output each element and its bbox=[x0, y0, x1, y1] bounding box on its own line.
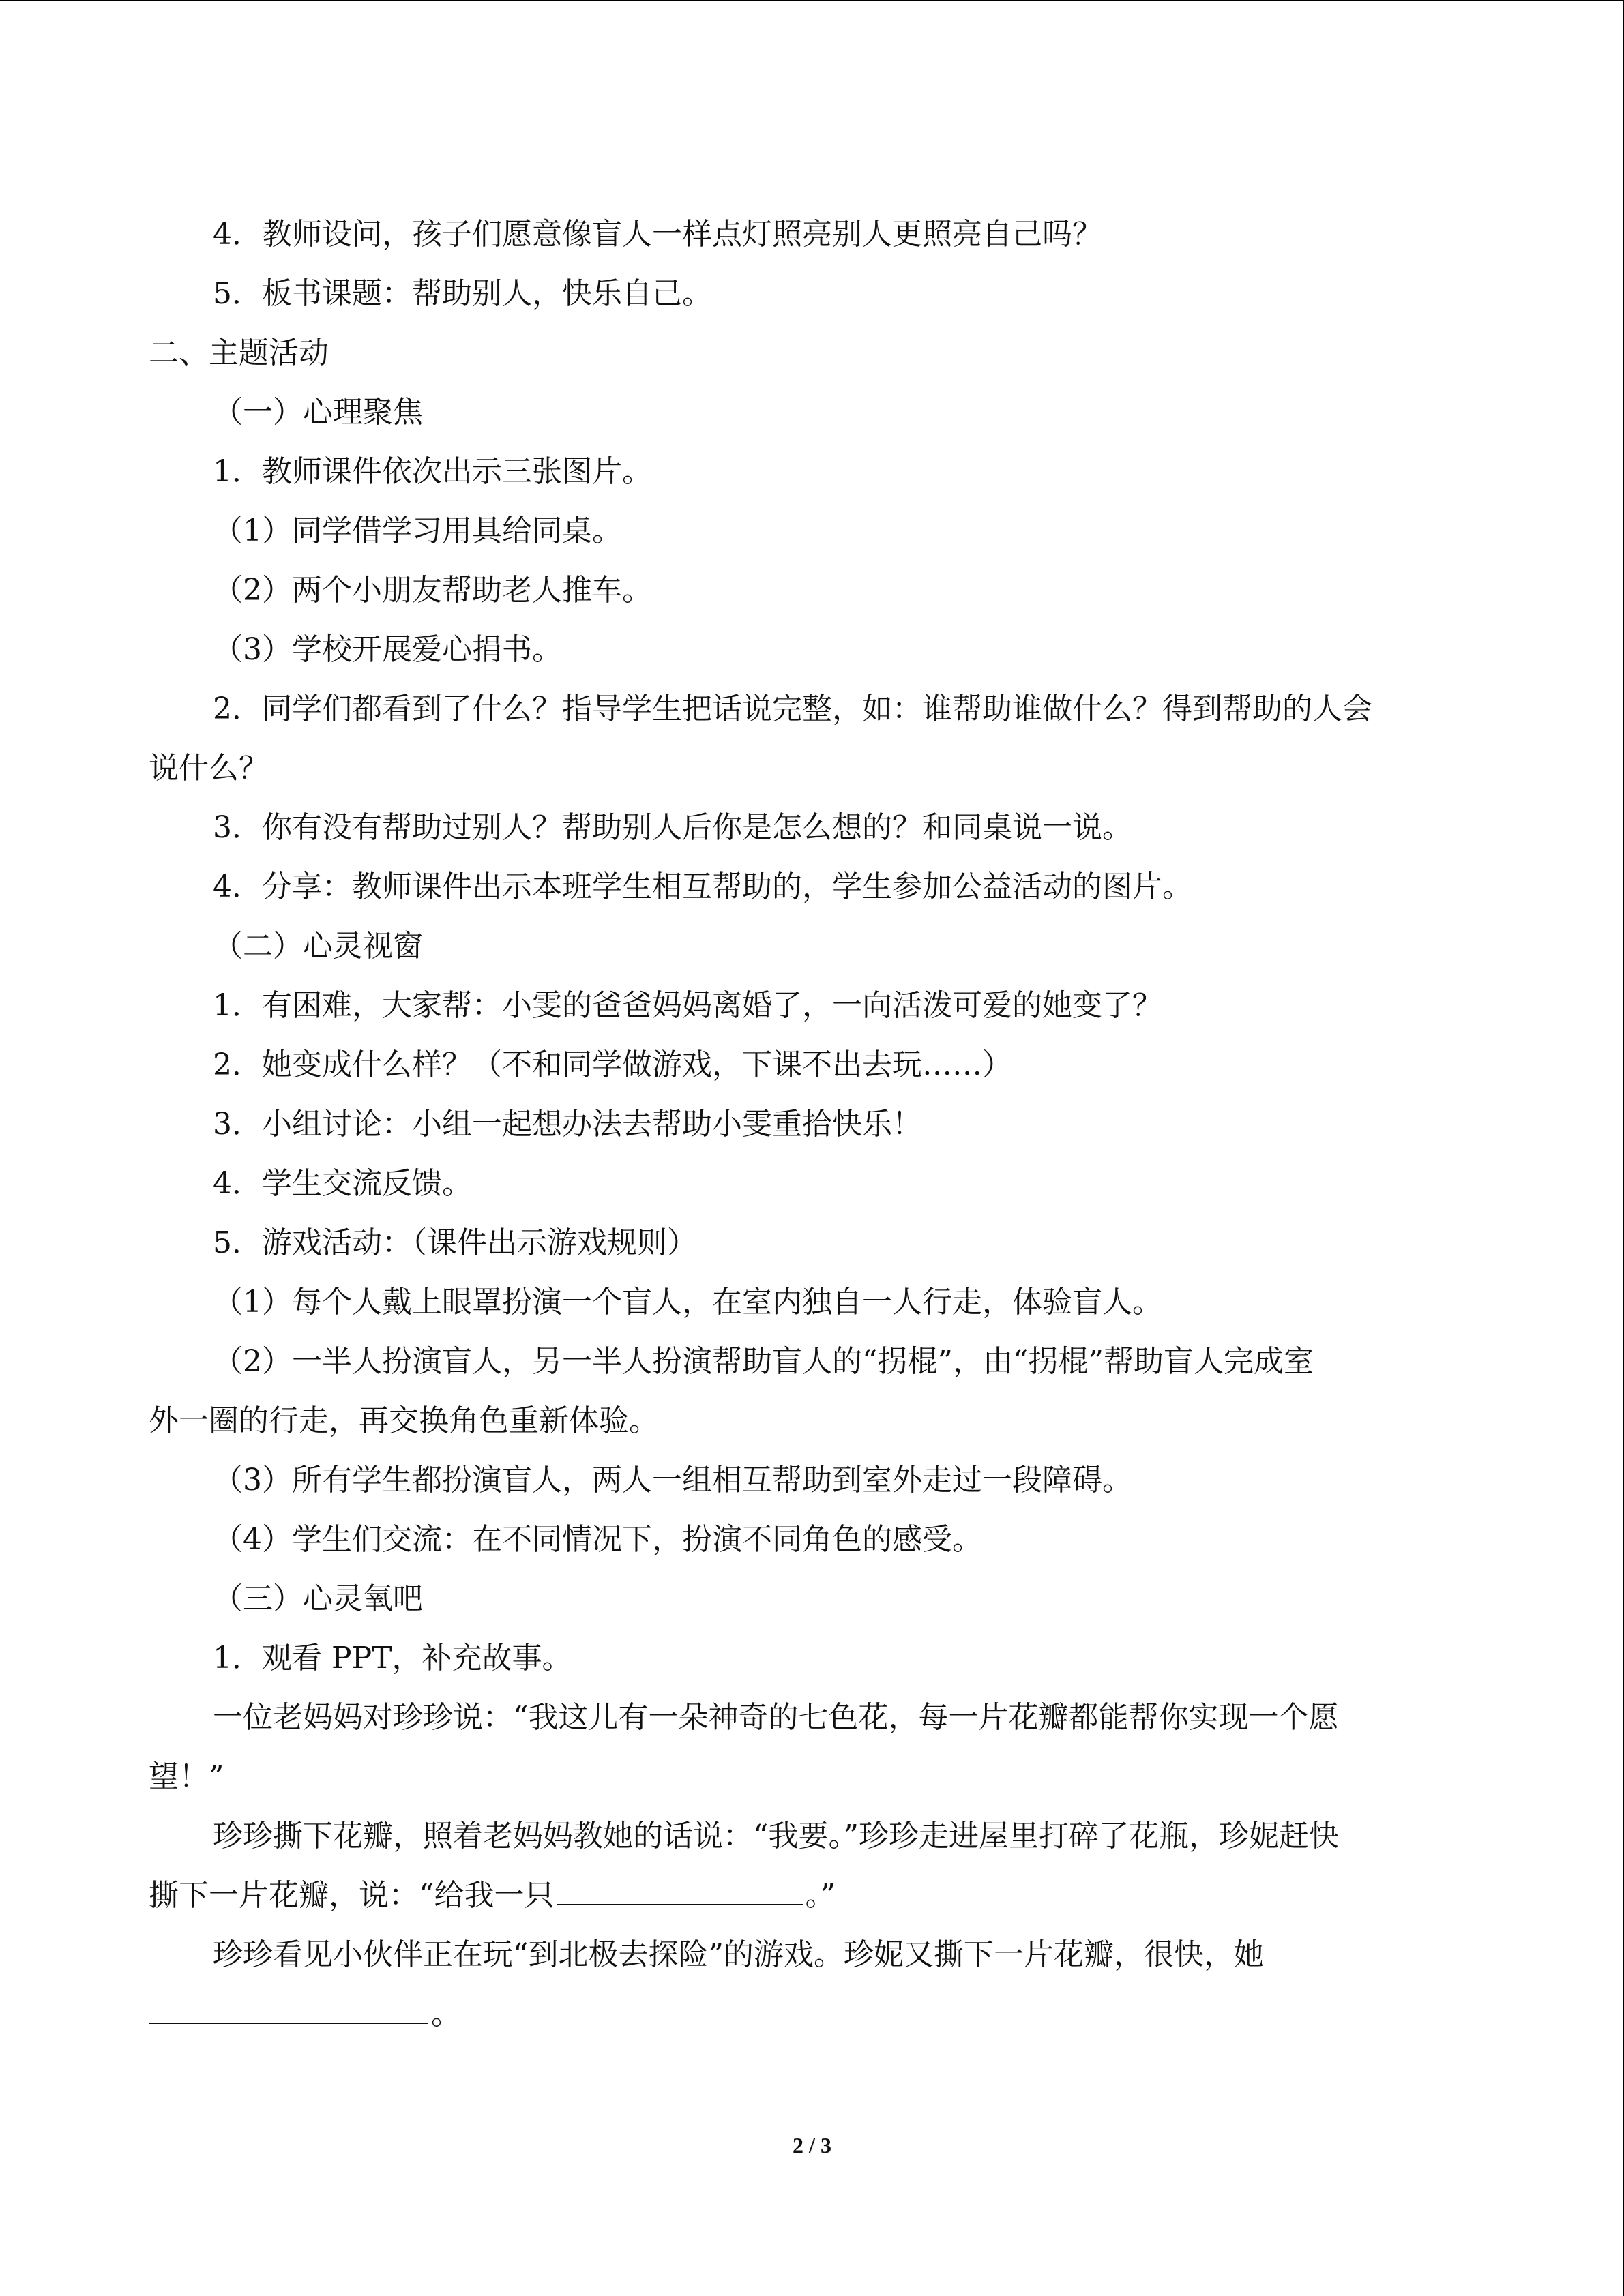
paragraph: 珍珍撕下花瓣，照着老妈妈教她的话说：“我要。”珍珍走进屋里打碎了花瓶，珍妮赶快 bbox=[213, 1819, 1339, 1853]
paragraph: 4．分享：教师课件出示本班学生相互帮助的，学生参加公益活动的图片。 bbox=[213, 869, 1192, 904]
paragraph: 2．她变成什么样？（不和同学做游戏，下课不出去玩……） bbox=[213, 1047, 1012, 1082]
paragraph-continuation-with-blank bbox=[149, 1984, 1475, 2044]
paragraph: 3．你有没有帮助过别人？帮助别人后你是怎么想的？和同桌说一说。 bbox=[213, 810, 1132, 845]
fill-in-blank-line bbox=[557, 1903, 803, 1905]
list-item: （1）同学借学习用具给同桌。 bbox=[213, 513, 622, 548]
list-item: （4）学生们交流：在不同情况下，扮演不同角色的感受。 bbox=[213, 1522, 982, 1557]
text-before-blank: 撕下一片花瓣，说：“给我一只 bbox=[149, 1878, 555, 1913]
list-item: （1）每个人戴上眼罩扮演一个盲人，在室内独自一人行走，体验盲人。 bbox=[213, 1285, 1162, 1320]
text-after-blank: 。 bbox=[431, 1997, 461, 2031]
document-body bbox=[149, 205, 1475, 2044]
paragraph-continuation: 说什么？ bbox=[149, 751, 269, 786]
paragraph: 一位老妈妈对珍珍说：“我这儿有一朵神奇的七色花，每一片花瓣都能帮你实现一个愿 bbox=[213, 1700, 1339, 1735]
subsection-heading: （二）心灵视窗 bbox=[213, 929, 423, 964]
page-top-border bbox=[0, 0, 1623, 1]
paragraph: 1．教师课件依次出示三张图片。 bbox=[213, 454, 652, 489]
text-after-blank: 。” bbox=[805, 1878, 836, 1913]
list-item: （2）两个小朋友帮助老人推车。 bbox=[213, 573, 652, 608]
paragraph-continuation: 外一圈的行走，再交换角色重新体验。 bbox=[149, 1403, 659, 1438]
list-item: （3）学校开展爱心捐书。 bbox=[213, 632, 562, 667]
paragraph: 1．观看 PPT，补充故事。 bbox=[213, 1641, 572, 1675]
paragraph: 4．教师设问，孩子们愿意像盲人一样点灯照亮别人更照亮自己吗？ bbox=[213, 217, 1102, 252]
paragraph: 2．同学们都看到了什么？指导学生把话说完整，如：谁帮助谁做什么？得到帮助的人会 bbox=[213, 691, 1372, 726]
paragraph-continuation: 望！” bbox=[149, 1759, 224, 1794]
paragraph: 1．有困难，大家帮：小雯的爸爸妈妈离婚了，一向活泼可爱的她变了？ bbox=[213, 988, 1162, 1023]
subsection-heading: （一）心理聚焦 bbox=[213, 395, 423, 430]
page-number: 2 / 3 bbox=[793, 2133, 831, 2158]
paragraph: 5．游戏活动：（课件出示游戏规则） bbox=[213, 1225, 697, 1260]
list-item: （3）所有学生都扮演盲人，两人一组相互帮助到室外走过一段障碍。 bbox=[213, 1463, 1132, 1497]
subsection-heading: （三）心灵氧吧 bbox=[213, 1581, 423, 1616]
list-item: （2）一半人扮演盲人，另一半人扮演帮助盲人的“拐棍”，由“拐棍”帮助盲人完成室 bbox=[213, 1344, 1314, 1379]
section-heading: 二、主题活动 bbox=[149, 336, 329, 370]
paragraph: 3．小组讨论：小组一起想办法去帮助小雯重拾快乐！ bbox=[213, 1107, 922, 1142]
paragraph: 5．板书课题：帮助别人，快乐自己。 bbox=[213, 276, 712, 311]
paragraph: 珍珍看见小伙伴正在玩“到北极去探险”的游戏。珍妮又撕下一片花瓣，很快，她 bbox=[213, 1937, 1264, 1972]
paragraph: 4．学生交流反馈。 bbox=[213, 1166, 472, 1201]
paragraph-continuation-with-blank bbox=[149, 1866, 1475, 1925]
fill-in-blank-line bbox=[149, 2022, 428, 2024]
